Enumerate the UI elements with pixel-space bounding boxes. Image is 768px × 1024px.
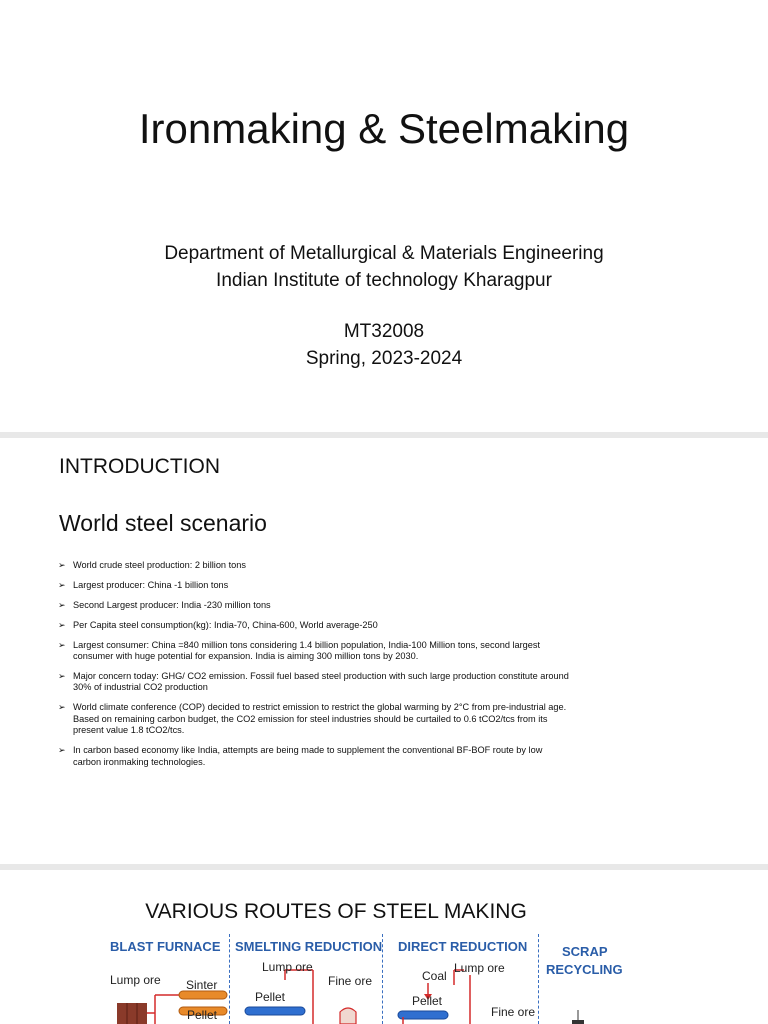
diagram-label: Pellet bbox=[187, 1008, 218, 1022]
arrow-bullet-icon: ➢ bbox=[58, 702, 66, 713]
arrow-bullet-icon: ➢ bbox=[58, 639, 66, 650]
list-item: ➢ Largest producer: China -1 billion tons bbox=[58, 579, 229, 590]
route-heading-smelting-reduction: SMELTING REDUCTION bbox=[235, 939, 383, 954]
list-item: ➢ Largest consumer: China =840 million tons considering 1.4 billion population, India-100 Million tons, second largest consumer with huge potential for expansion. India is aiming 300 million tons by 2030. bbox=[58, 639, 541, 662]
slide-heading: VARIOUS ROUTES OF STEEL MAKING bbox=[145, 900, 527, 923]
process-flow-diagram bbox=[0, 870, 768, 1024]
bullet-list bbox=[58, 560, 570, 777]
pellet-icon bbox=[245, 1007, 305, 1015]
list-item: ➢ Major concern today: GHG/ CO2 emission. Fossil fuel based steel production with such large production constitute around 30% of industrial CO2 production bbox=[58, 670, 569, 693]
route-heading-blast-furnace: BLAST FURNACE bbox=[110, 939, 221, 954]
arrow-bullet-icon: ➢ bbox=[58, 579, 66, 590]
route-heading-scrap: SCRAP bbox=[562, 944, 608, 959]
department-name: Department of Metallurgical & Materials Engineering bbox=[164, 243, 604, 264]
pellet-icon bbox=[398, 1011, 448, 1019]
steelmaking-routes-slide bbox=[0, 870, 768, 1024]
list-item: ➢ In carbon based economy like India, attempts are being made to supplement the conventional BF-BOF route by low carbon ironmaking technologies. bbox=[58, 745, 543, 767]
diagram-label: Fine ore bbox=[491, 1005, 536, 1019]
section-subheading: World steel scenario bbox=[59, 510, 267, 536]
institute-name: Indian Institute of technology Kharagpur bbox=[216, 270, 552, 291]
diagram-label: Lump ore bbox=[454, 961, 505, 975]
list-item: ➢ World crude steel production: 2 billion tons bbox=[58, 560, 246, 570]
diagram-label: Sinter bbox=[186, 978, 218, 992]
course-block bbox=[0, 318, 768, 372]
page-title: Ironmaking & Steelmaking bbox=[138, 105, 630, 152]
department-block bbox=[0, 240, 768, 294]
diagram-label: Lump ore bbox=[110, 973, 161, 987]
scrap-icon bbox=[572, 1020, 584, 1024]
arrow-bullet-icon: ➢ bbox=[58, 599, 66, 610]
route-heading-direct-reduction: DIRECT REDUCTION bbox=[398, 939, 528, 954]
list-item: ➢ Per Capita steel consumption(kg): India-70, China-600, World average-250 bbox=[58, 619, 378, 630]
arrow-bullet-icon: ➢ bbox=[58, 670, 66, 681]
introduction-slide bbox=[0, 438, 768, 864]
sinter-icon bbox=[179, 991, 227, 999]
diagram-label: Lump ore bbox=[262, 960, 313, 974]
arrow-bullet-icon: ➢ bbox=[58, 619, 66, 630]
arrow-bullet-icon: ➢ bbox=[58, 560, 66, 570]
course-term: Spring, 2023-2024 bbox=[305, 348, 463, 369]
title-slide bbox=[0, 0, 768, 432]
flask-icon bbox=[340, 1008, 356, 1024]
diagram-label: Pellet bbox=[412, 994, 443, 1008]
diagram-label: Fine ore bbox=[328, 974, 373, 988]
route-heading-recycling: RECYCLING bbox=[546, 962, 623, 977]
diagram-label: Pellet bbox=[255, 990, 286, 1004]
section-heading: INTRODUCTION bbox=[59, 455, 220, 478]
diagram-label: Coal bbox=[422, 969, 447, 983]
list-item: ➢ Second Largest producer: India -230 million tons bbox=[58, 599, 271, 610]
arrow-bullet-icon: ➢ bbox=[58, 745, 66, 756]
list-item: ➢ World climate conference (COP) decided to restrict emission to restrict the global warming by 2°C from pre-industrial age. Based on remaining carbon budget, the CO2 emission for steel industries should be curtailed to 0.6 tCO2/tcs from its present value 1.8 tCO2/tcs. bbox=[58, 702, 567, 736]
course-code: MT32008 bbox=[343, 321, 425, 342]
lump-ore-pile-icon bbox=[117, 1003, 147, 1024]
